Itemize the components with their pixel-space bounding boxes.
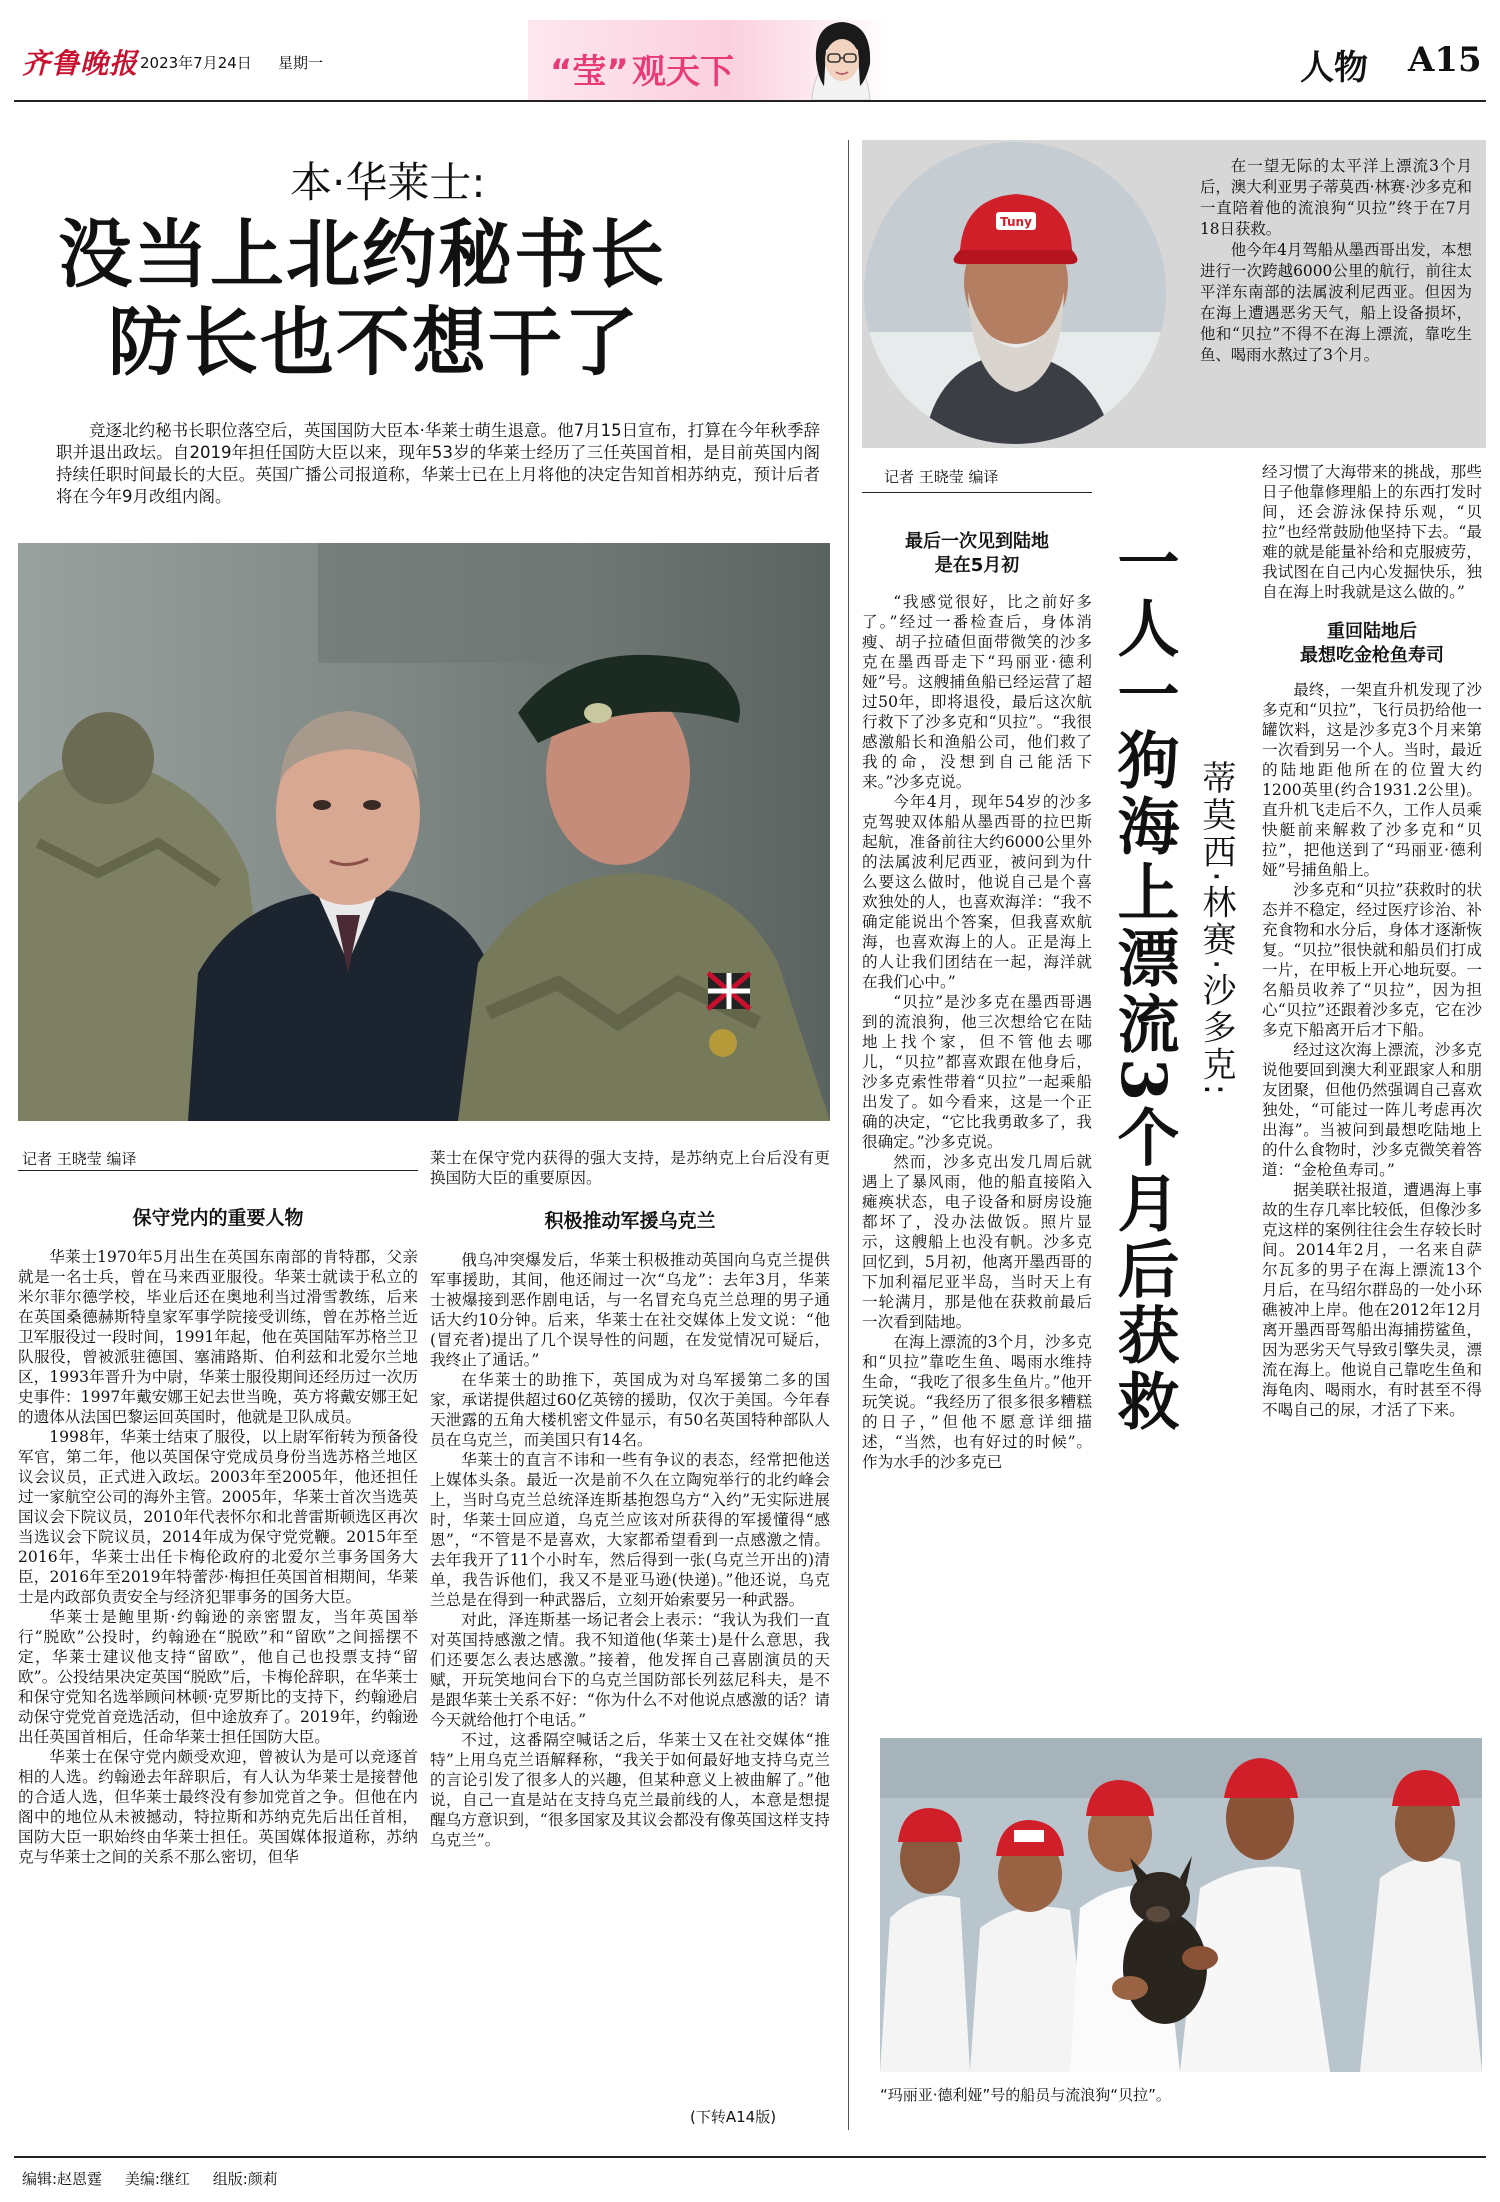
right-s1-p4: 然而，沙多克出发几周后就遇上了暴风雨，他的船直接陷入瘫痪状态，电子设备和厨房设施都坏了，没办法做饭。照片显示，这艘船上也没有帆。沙多克回忆到，5月初，他离开墨西哥的下加利福尼亚半岛，当时天上有一轮满月，那是他在获救前最后一次看到陆地。 xyxy=(862,1153,1092,1331)
column-name-right: 观天下 xyxy=(632,52,734,92)
issue-weekday: 星期一 xyxy=(278,54,324,72)
paper-name: 齐鲁晚报 xyxy=(22,47,139,80)
left-lead xyxy=(56,420,820,508)
left-s2-p1: 俄乌冲突爆发后，华莱士积极推动英国向乌克兰提供军事援助，其间，他还闹过一次“乌龙”：去年3月，华莱士被爆接到恶作剧电话，与一名冒充乌克兰总理的男子通话大约10分钟。后来，华莱士在社交媒体上发文说：“他(冒充者)提出了几个误导性的问题，在发觉情况可疑后，我终止了通话。” xyxy=(430,1251,830,1369)
left-s2-p2: 在华莱士的助推下，英国成为对乌军援第二多的国家，承诺提供超过60亿英镑的援助，仅次于美国。今年春天泄露的五角大楼机密文件显示，有50名英国特种部队人员在乌克兰，而美国只有14名。 xyxy=(430,1371,830,1449)
right-s2-title-line2: 最想吃金枪鱼寿司 xyxy=(1300,645,1444,666)
right-column-b xyxy=(1262,462,1482,1420)
left-column-2 xyxy=(430,1148,830,1850)
reporter-portrait xyxy=(790,20,892,100)
right-vertical-headline: 一人一狗海上漂流3个月后获救 xyxy=(1107,530,1180,1436)
left-s2-p4: 对此，泽连斯基一场记者会上表示：“我认为我们一直对英国持感激之情。我不知道他(华莱士)是什么意思，我们还要怎么表达感激。”接着，他发挥自己喜剧演员的天赋，开玩笑地问台下的乌克兰国防部长列兹尼科夫，是不是跟华莱士关系不好：“你为什么不对他说点感激的话？请今天就给他打个电话。” xyxy=(430,1611,830,1729)
right-column-a xyxy=(862,530,1092,1472)
right-s2-p3: 经过这次海上漂流，沙多克说他要回到澳大利亚跟家人和朋友团聚，但他仍然强调自己喜欢独处，“可能过一阵儿考虑再次出海”。当被问到最想吃陆地上的什么食物时，沙多克微笑着答道：“金枪鱼寿司。” xyxy=(1262,1041,1482,1179)
wallace-photo-illustration xyxy=(18,543,830,1121)
left-kicker: 本·华莱士: xyxy=(290,158,486,207)
left-column-1 xyxy=(18,1205,418,1867)
left-lead-text: 竞逐北约秘书长职位落空后，英国国防大臣本·华莱士萌生退意。他7月15日宣布，打算在今年秋季辞职并退出政坛。自2019年担任国防大臣以来，现年53岁的华莱士经历了三任英国首相，是目前英国内阁持续任职时间最长的大臣。英国广播公司报道称，华莱士已在上月将他的决定告知首相苏纳克，预计后者将在今年9月改组内阁。 xyxy=(56,421,820,506)
footer-editor: 编辑:赵恩霆 xyxy=(22,2170,103,2188)
shaddock-portrait-illustration xyxy=(864,142,1166,444)
section-name: 人物 xyxy=(1300,48,1368,88)
right-s2-p1: 最终，一架直升机发现了沙多克和“贝拉”，飞行员扔给他一罐饮料，这是沙多克3个月来第一次看到另一个人。当时，最近的陆地距他所在的位置大约1200英里(约合1931.2公里)。直升机飞走后不久，工作人员乘快艇前来解救了沙多克和“贝拉”，把他送到了“玛丽亚·德利娅”号捕鱼船上。 xyxy=(1262,681,1482,879)
right-s1-p5: 在海上漂流的3个月，沙多克和“贝拉”靠吃生鱼、喝雨水维持生命，“我吃了很多生鱼片。”他开玩笑说。“我经历了很多很多糟糕的日子，”但他不愿意详细描述，“当然，也有好过的时候”。作为水手的沙多克已 xyxy=(862,1333,1092,1471)
cap-logo-text: Tuny xyxy=(1000,215,1032,229)
page-number: A15 xyxy=(1408,40,1482,80)
right-s2-p4: 据美联社报道，遭遇海上事故的生存几率比较低，但像沙多克这样的案例往往会生存较长时间。2014年2月，一名来自萨尔瓦多的男子在海上漂流13个月后，在马绍尔群岛的一处小环礁被冲上岸。他在2012年12月离开墨西哥驾船出海捕捞鲨鱼，因为恶劣天气导致引擎失灵，漂流在海上。他说自己靠吃生鱼和海龟肉、喝雨水，有时甚至不得不喝自己的尿，才活了下来。 xyxy=(1262,1181,1482,1419)
masthead xyxy=(0,0,1500,100)
column-banner xyxy=(528,20,892,100)
left-s2-p5: 不过，这番隔空喊话之后，华莱士又在社交媒体“推特”上用乌克兰语解释称，“我关于如何最好地支持乌克兰的言论引发了很多人的兴趣，但某种意义上被曲解了。”他说，自己一直是站在支持乌克兰最前线的人，本意是想提醒乌方意识到，“很多国家及其议会都没有像英国这样支持乌克兰”。 xyxy=(430,1731,830,1849)
left-byline-rule xyxy=(18,1170,418,1171)
right-photo-caption xyxy=(1200,156,1472,366)
footer-rule xyxy=(14,2156,1486,2158)
right-s2-title-line1: 重回陆地后 xyxy=(1327,621,1417,642)
left-s1-p2: 1998年，华莱士结束了服役，以上尉军衔转为预备役军官，第二年，他以英国保守党成员身份当选苏格兰地区议会议员，正式进入政坛。2003年至2005年，他还担任过一家航空公司的海外主管。2005年，华莱士首次当选英国议会下院议员，2010年代表怀尔和北普雷斯顿选区再次当选议会下院议员，2014年成为保守党党鞭。2015年至2016年，华莱士出任卡梅伦政府的北爱尔兰事务国务大臣，2016年至2019年特蕾莎·梅担任英国首相期间，华莱士是内政部负责安全与经济犯罪事务的国务大臣。 xyxy=(18,1428,418,1606)
crew-photo xyxy=(880,1738,1482,2072)
right-vertical-kicker: 蒂莫西·林赛·沙多克: xyxy=(1196,760,1236,1099)
left-s2-lead: 莱士在保守党内获得的强大支持，是苏纳克上台后没有更换国防大臣的重要原因。 xyxy=(430,1149,830,1187)
right-s1-title-line2: 是在5月初 xyxy=(934,555,1020,576)
crew-photo-illustration xyxy=(880,1738,1482,2072)
left-headline-line2: 防长也不想干了 xyxy=(108,300,640,386)
column-name-left: “莹” xyxy=(550,52,629,92)
left-section2-title: 积极推动军援乌克兰 xyxy=(544,1210,716,1232)
right-s1-cont: 经习惯了大海带来的挑战，那些日子他靠修理船上的东西打发时间，还会游泳保持乐观，“贝拉”也经常鼓励他坚持下去。“最难的就是能量补给和克服疲劳，我试图在自己内心发掘快乐，独自在海上时我就是这么做的。” xyxy=(1262,463,1482,601)
right-s2-p2: 沙多克和“贝拉”获救时的状态并不稳定，经过医疗诊治、补充食物和水分后，身体才逐渐恢复。“贝拉”很快就和船员们打成一片，在甲板上开心地玩耍。一名船员收养了“贝拉”，因为担心“贝拉”还跟着沙多克，它在沙多克下船离开后才下船。 xyxy=(1262,881,1482,1039)
article-divider xyxy=(848,140,849,2130)
issue-date: 2023年7月24日 xyxy=(140,54,252,72)
right-s1-title-line1: 最后一次见到陆地 xyxy=(905,531,1049,552)
right-s1-p3: “贝拉”是沙多克在墨西哥遇到的流浪狗，他三次想给它在陆地上找个家，但不管他去哪儿，“贝拉”都喜欢跟在他身后，沙多克索性带着“贝拉”一起乘船出发了。如今看来，这是一个正确的决定，“它比我勇敢多了，我很确定。”沙多克说。 xyxy=(862,993,1092,1151)
left-headline-line1: 没当上北约秘书长 xyxy=(58,212,666,298)
right-byline: 记者 王晓莹 编译 xyxy=(884,468,999,486)
left-s1-p4: 华莱士在保守党内颇受欢迎，曾被认为是可以竞逐首相的人选。约翰逊去年辞职后，有人认为华莱士是接替他的合适人选，但华莱士最终没有参加党首之争。但他在内阁中的地位从未被撼动，特拉斯和苏纳克先后出任首相，国防大臣一职始终由华莱士担任。英国媒体报道称，苏纳克与华莱士之间的关系不那么密切，但华 xyxy=(18,1748,418,1866)
footer-layout: 组版:颜莉 xyxy=(212,2170,278,2188)
continued-note: (下转A14版) xyxy=(690,2108,777,2126)
right-byline-rule xyxy=(862,492,1092,493)
right-s1-p1: “我感觉很好，比之前好多了。”经过一番检查后，身体消瘦、胡子拉碴但面带微笑的沙多克在墨西哥走下“玛丽亚·德利娅”号。这艘捕鱼船已经运营了超过50年，即将退役，最后这次航行救下了沙多克和“贝拉”。“我很感激船长和渔船公司，他们救了我的命，没想到自己能活下来。”沙多克说。 xyxy=(862,593,1092,791)
crew-photo-caption: “玛丽亚·德利娅”号的船员与流浪狗“贝拉”。 xyxy=(880,2086,1171,2104)
footer xyxy=(22,2168,278,2189)
left-s2-p3: 华莱士的直言不讳和一些有争议的表态，经常把他送上媒体头条。最近一次是前不久在立陶宛举行的北约峰会上，当时乌克兰总统泽连斯基抱怨乌方“入约”无实际进展时，华莱士回应道，乌克兰应该对所获得的军援懂得“感恩”，“不管是不是喜欢，大家都希望看到一点感激之情。去年我开了11个小时车，然后得到一张(乌克兰开出的)清单，我告诉他们，我又不是亚马逊(快递)。”他还说，乌克兰总是在得到一种武器后，立刻开始索要另一种武器。 xyxy=(430,1451,830,1609)
left-s1-p3: 华莱士是鲍里斯·约翰逊的亲密盟友，当年英国举行“脱欧”公投时，约翰逊在“脱欧”和“留欧”之间摇摆不定，华莱士建议他支持“留欧”，他自己也投票支持“留欧”。公投结果决定英国“脱欧”后，卡梅伦辞职，在华莱士和保守党知名选举顾问林顿·克罗斯比的支持下，约翰逊启动保守党党首竞选活动，但中途放弃了。2019年，约翰逊出任英国首相后，任命华莱士担任国防大臣。 xyxy=(18,1608,418,1746)
left-s1-p1: 华莱士1970年5月出生在英国东南部的肯特郡，父亲就是一名士兵，曾在马来西亚服役。华莱士就读于私立的米尔菲尔德学校，毕业后还在奥地利当过滑雪教练，后来在英国桑德赫斯特皇家军事学院接受训练，曾在苏格兰近卫军服役过一段时间，1991年起，他在英国陆军苏格兰卫队服役，曾被派驻德国、塞浦路斯、伯利兹和北爱尔兰地区，1993年晋升为中尉，华莱士服役期间还经历过一次历史事件：1997年戴安娜王妃去世当晚，英方将戴安娜王妃的遗体从法国巴黎运回英国时，他就是卫队成员。 xyxy=(18,1248,418,1426)
footer-art-editor: 美编:继红 xyxy=(124,2170,190,2188)
masthead-rule xyxy=(14,100,1486,102)
right-caption-p1: 在一望无际的太平洋上漂流3个月后，澳大利亚男子蒂莫西·林赛·沙多克和一直陪着他的流浪狗“贝拉”终于在7月18日获救。 xyxy=(1200,157,1472,238)
left-byline: 记者 王晓莹 编译 xyxy=(22,1150,137,1168)
right-s1-p2: 今年4月，现年54岁的沙多克驾驶双体船从墨西哥的拉巴斯起航，准备前往大约6000公里外的法属波利尼西亚，被问到为什么要这么做时，他说自己是个喜欢独处的人，也喜欢海洋：“我不确定能说出个答案，但我喜欢航海，也喜欢海上的人。正是海上的人让我们团结在一起，海洋就在我们心中。” xyxy=(862,793,1092,991)
right-caption-p2: 他今年4月驾船从墨西哥出发，本想进行一次跨越6000公里的航行，前往太平洋东南部的法属波利尼西亚。但因为在海上遭遇恶劣天气，船上设备损坏，他和“贝拉”不得不在海上漂流，靠吃生鱼、喝雨水熬过了3个月。 xyxy=(1200,241,1472,364)
wallace-photo xyxy=(18,543,830,1121)
left-section1-title: 保守党内的重要人物 xyxy=(132,1207,304,1229)
shaddock-portrait xyxy=(864,142,1166,444)
